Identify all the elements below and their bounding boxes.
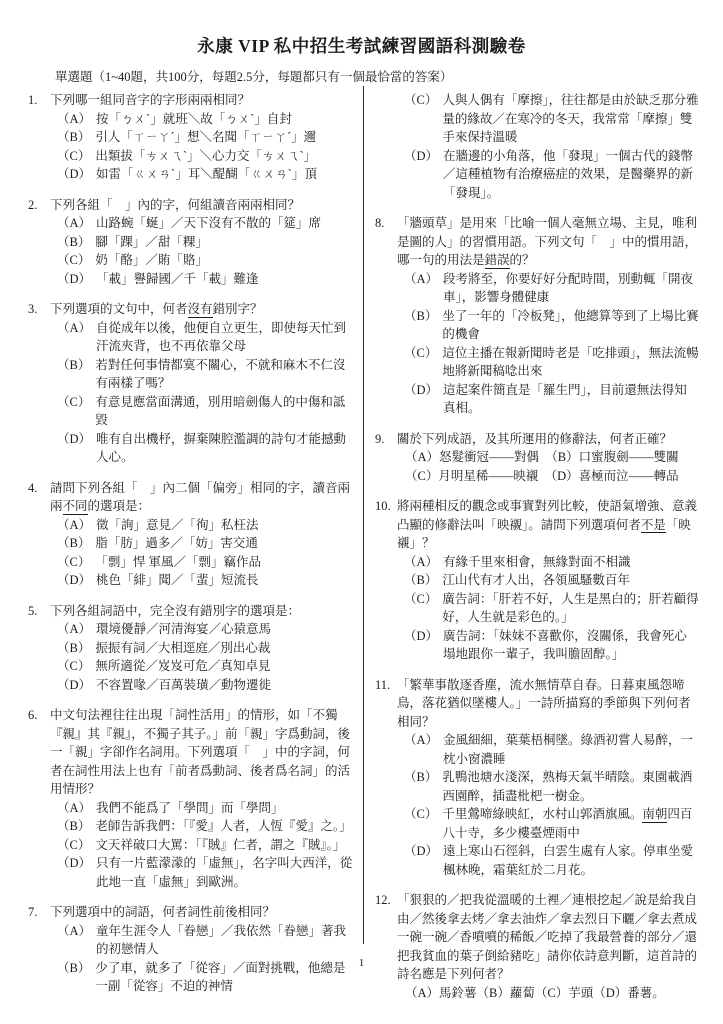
question-number: 7.: [28, 905, 38, 919]
question-body: [50, 903, 355, 996]
option-A: [57, 516, 355, 535]
text-run: 將兩種相反的觀念或事實對列比較，使語氣增強、意義凸顯的修辭法叫「映襯」。請問下列選項何者: [397, 499, 698, 532]
option-text: [443, 627, 699, 664]
option-A: [57, 319, 355, 356]
option-label: （B）: [57, 819, 91, 833]
option-label: （C）: [57, 837, 91, 852]
text-run: 有意見應當面溝通，別用暗劍傷人的中傷和詆毀: [95, 394, 346, 427]
text-run: 人與人偶有「摩擦」，往往都是由於缺乏那分雅量的緣故／在寒冷的冬天，我常常「摩擦」雙手來保持溫暖: [442, 93, 699, 144]
option-A: [404, 553, 699, 572]
option-label: （C）: [404, 807, 438, 821]
option-text: [443, 381, 699, 418]
option-text: [95, 233, 355, 252]
question-continued: [375, 91, 699, 202]
option-text: [96, 270, 355, 289]
option-text: [95, 251, 355, 270]
text-run: 引人「ㄒㄧㄚˊ」想＼名聞「ㄒㄧㄚˊ」邇: [95, 130, 317, 144]
option-text: [96, 620, 355, 639]
option-label: （C）: [404, 345, 438, 360]
text-run: （A）怒髮衝冠——對偶 （B）口蜜腹劍——雙關: [405, 450, 679, 464]
option-text: [96, 799, 355, 818]
question-stem: [50, 300, 355, 319]
underlined-term: 不同: [62, 499, 88, 513]
question-stem: [50, 903, 355, 922]
question-body: [397, 676, 699, 880]
text-run: 童年生涯令人「眷戀」／我依然「眷戀」著我的初戀情人: [96, 923, 347, 956]
text-run: 自從成年以後，他便自立更生，即使每天忙到汗流夾背，也不再依靠父母: [96, 320, 347, 353]
question-number: 8.: [375, 216, 385, 230]
option-text: [95, 639, 355, 658]
text-run: 請問下列各組「 」內二個「偏旁」相同的字，讀音兩兩: [50, 480, 351, 513]
text-run: 脂「肪」過多／「妨」害交通: [95, 536, 258, 550]
text-run: 只有一片藍濛濛的「虛無」，名字叫大西洋，從此地一直「虛無」到歐洲。: [96, 856, 353, 889]
option-text: [95, 356, 355, 393]
option-text: [96, 516, 355, 535]
option-text: [442, 91, 699, 147]
option-B: [57, 233, 355, 252]
option-text: [442, 590, 699, 627]
option-B: [57, 534, 355, 553]
text-run: 四百八十寺，多少樓臺煙雨中: [442, 807, 693, 840]
question-3: [28, 300, 355, 467]
option-B: [404, 571, 699, 590]
text-run: 少了車，就多了「從容」／面對挑戰，他總是一副「從容」不迫的神情: [95, 960, 346, 993]
option-C: [57, 147, 355, 166]
question-body: [50, 300, 355, 467]
question-body: [397, 91, 699, 202]
text-run: 徵「詢」意見／「徇」私枉法: [96, 517, 259, 532]
text-run: 無所適從／岌岌可危／真知卓見: [95, 659, 271, 673]
option-D: [57, 571, 355, 590]
text-run: 唯有自出機杼，摒棄陳腔濫調的詩句才能撼動人心。: [96, 431, 347, 464]
option-B: [404, 768, 699, 805]
option-D: [404, 147, 699, 203]
text-run: 的選項是：: [87, 499, 151, 513]
option-D: [57, 430, 355, 467]
option-text: [96, 854, 355, 891]
text-run: 乳鴨池塘水淺深，熟梅天氣半晴陰。東園載酒西園醉，插盡枇杷一樹金。: [442, 770, 693, 803]
question-body: [397, 497, 699, 664]
option-label: （B）: [57, 130, 91, 144]
option-label: （A）: [57, 800, 92, 815]
option-label: （D）: [57, 573, 92, 587]
question-number: 2.: [28, 197, 38, 212]
option-text: [96, 571, 355, 590]
question-number: 10.: [375, 499, 391, 513]
option-text: [443, 842, 699, 879]
option-text: [442, 768, 699, 805]
option-text: [95, 534, 355, 553]
option-label: （D）: [57, 431, 92, 446]
text-run: 「繁華事散逐香塵，流水無情草自春。日暮東風怨啼鳥，落花猶似墜樓人。」一詩所描寫的季節與下列何者相同？: [397, 677, 691, 729]
text-run: 桃色「緋」聞／「蜚」短流長: [96, 573, 259, 587]
option-C: [404, 590, 699, 627]
option-text: [96, 430, 355, 467]
question-body: [397, 891, 699, 1002]
text-run: 若對任何事情都寞不關心，不就和麻木不仁沒有兩樣了嗎？: [95, 357, 346, 390]
option-text: [95, 657, 355, 676]
text-run: 不容置喙／百萬裝璜／動物遷徙: [96, 677, 272, 692]
text-run: 這位主播在報新聞時老是「吃排頭」，無法流暢地將新聞稿唸出來: [442, 345, 699, 378]
option-label: （B）: [57, 536, 91, 550]
question-number: 6.: [28, 708, 38, 722]
text-run: 「狠狠的／把我從溫暖的土裡／連根挖起／說是給我自由／然後拿去烤／拿去油炸／拿去烈日下曬／拿去煮成一碗一碗／香噴噴的稀飯／吃掉了我最營養的部分／還把我貧血的葉子倒給豬吃」請你依詩意判斷，這首詩的詩名應是下列何者？: [397, 893, 698, 981]
question-9: [375, 430, 699, 486]
underlined-term: 不是: [640, 517, 666, 532]
text-run: 下列各組詞語中，完全沒有錯別字的選項是：: [50, 603, 301, 618]
option-label: （D）: [57, 856, 92, 870]
option-text: [96, 676, 355, 695]
option-label: （B）: [57, 357, 91, 372]
question-stem: [50, 196, 355, 215]
question-number: 3.: [28, 302, 38, 316]
option-label: （B）: [57, 640, 91, 655]
question-body: [50, 602, 355, 695]
question-stem: [397, 430, 699, 449]
option-label: （A）: [57, 216, 92, 230]
option-text: [96, 214, 355, 233]
option-label: （C）: [57, 394, 91, 409]
text-run: 段考將至，你要好好分配時間，別動輒「開夜車」，影響身體健康: [443, 271, 694, 304]
text-run: 坐了一年的「冷板凳」，他總算等到了上場比賽的機會: [442, 308, 699, 341]
question-body: [397, 214, 699, 418]
text-run: 千里鶯啼綠映紅，水村山郭酒旗風。: [442, 807, 643, 821]
option-text: [443, 731, 699, 768]
question-stem: [50, 706, 355, 799]
question-body: [50, 706, 355, 891]
text-run: 「映襯」？: [397, 517, 691, 550]
option-text: [95, 393, 355, 430]
text-run: 下列選項中的詞語，何者詞性前後相同？: [50, 905, 276, 919]
question-4: [28, 479, 355, 590]
text-run: 如雷「ㄍㄨㄢˋ」耳＼醍醐「ㄍㄨㄢˋ」頂: [96, 167, 317, 181]
option-label: （A）: [404, 554, 439, 569]
question-7: [28, 903, 355, 996]
text-run: 廣告詞：「妹妹不喜歡你，沒關係，我會死心塌地跟你一輩子，我叫膽固醇。」: [443, 628, 687, 661]
text-run: 這起案件簡直是「羅生門」，目前還無法得知真相。: [443, 382, 687, 415]
option-D: [404, 842, 699, 879]
question-2: [28, 196, 355, 289]
text-run: 有緣千里來相會，無緣對面不相識: [443, 554, 631, 569]
text-run: 遠上寒山石徑斜，白雲生處有人家。停車坐愛楓林晚，霜葉紅於二月花。: [443, 844, 694, 877]
question-body: [50, 196, 355, 289]
question-10: [375, 497, 699, 664]
question-11: [375, 676, 699, 880]
text-run: 的？: [509, 253, 535, 267]
text-run: 江山代有才人出，各領風騷數百年: [442, 573, 630, 587]
option-label: （A）: [57, 622, 92, 636]
text-run: 廣告詞：「肝若不好，人生是黑白的；肝若顧得好，人生就是彩色的。」: [442, 591, 699, 624]
text-run: 奶「酪」／賄「賂」: [95, 253, 208, 267]
option-C: [57, 251, 355, 270]
option-label: （B）: [57, 234, 91, 249]
text-run: 振振有詞／大相逕庭／別出心裁: [95, 640, 271, 655]
question-6: [28, 706, 355, 891]
question-number: 4.: [28, 480, 38, 495]
option-text: [96, 319, 355, 356]
option-A: [404, 270, 699, 307]
question-number: 9.: [375, 431, 385, 446]
text-run: 「牆頭草」是用來「比喻一個人毫無立場、主見，唯利是圖的人」的習慣用語。下列文句「 」中的慣用語，哪一句的用法是: [397, 216, 698, 267]
question-number: 12.: [375, 893, 391, 907]
option-label: （C）: [57, 554, 91, 569]
option-label: （D）: [404, 148, 439, 163]
option-label: （B）: [57, 960, 91, 975]
text-run: 錯別字？: [212, 302, 263, 316]
question-number: 11.: [375, 677, 391, 692]
text-run: 在牆邊的小角落，他「發現」一個古代的錢幣／這種植物有治療癌症的效果，是醫藥界的新「發現」。: [443, 148, 694, 200]
option-A: [57, 620, 355, 639]
option-text: [95, 553, 355, 572]
text-run: 出類拔「ㄘㄨㄟˋ」＼心力交「ㄘㄨㄟˋ」: [95, 148, 317, 163]
option-C: [404, 91, 699, 147]
option-A: [57, 214, 355, 233]
text-run: 下列選項的文句中，何者: [50, 302, 188, 316]
option-text: [443, 553, 699, 572]
option-label: （D）: [404, 844, 439, 858]
option-label: （B）: [404, 573, 438, 587]
text-run: 按「ㄅㄨˋ」就班＼故「ㄅㄨˋ」自封: [96, 111, 292, 126]
option-label: （B）: [404, 308, 438, 323]
question-stem: [397, 891, 699, 984]
option-label: （D）: [57, 271, 92, 286]
inline-options-line: [405, 984, 699, 1003]
option-label: （A）: [57, 517, 92, 532]
option-label: （C）: [57, 253, 91, 267]
underlined-term: 沒有: [187, 302, 213, 316]
text-run: 環境優靜／河清海宴／心猿意馬: [96, 622, 272, 636]
option-label: （A）: [57, 111, 92, 126]
option-label: （D）: [57, 677, 92, 692]
option-label: （B）: [404, 770, 438, 784]
option-label: （D）: [404, 382, 439, 397]
option-B: [57, 817, 355, 836]
text-run: 關於下列成語，及其所運用的修辭法，何者正確？: [397, 431, 673, 446]
left-column: [0, 91, 363, 1014]
option-A: [57, 922, 355, 959]
option-A: [57, 799, 355, 818]
option-text: [442, 307, 699, 344]
right-column: [363, 91, 723, 1014]
option-text: [442, 344, 699, 381]
underlined-term: 錯誤: [484, 253, 510, 267]
option-text: [96, 110, 355, 129]
question-body: [50, 91, 355, 184]
question-1: [28, 91, 355, 184]
option-label: （A）: [404, 271, 439, 286]
text-run: 下列哪一組同音字的字形兩兩相同？: [50, 93, 251, 107]
question-8: [375, 214, 699, 418]
text-run: （C）月明星稀——映襯 （D）喜極而泣——轉品: [405, 468, 679, 483]
inline-options-line: [405, 448, 699, 467]
text-run: 山路蜿「蜒」／天下沒有不散的「筵」席: [96, 216, 322, 230]
option-A: [404, 731, 699, 768]
option-label: （A）: [57, 320, 92, 335]
option-text: [95, 147, 355, 166]
option-text: [442, 571, 699, 590]
option-D: [57, 854, 355, 891]
inline-options-line: [405, 467, 699, 486]
question-number: 1.: [28, 93, 38, 107]
page-number: 1: [358, 957, 365, 969]
question-stem: [50, 479, 355, 516]
option-D: [404, 627, 699, 664]
question-12: [375, 891, 699, 1002]
question-stem: [50, 602, 355, 621]
option-D: [57, 165, 355, 184]
column-divider-rule: [363, 86, 364, 944]
text-run: 文天祥破口大罵：「『賊』仁者，謂之『賊』。」: [95, 837, 346, 852]
option-B: [404, 307, 699, 344]
option-D: [404, 381, 699, 418]
paper-title: 永康 VIP 私中招生考試練習國語科測驗卷: [197, 36, 526, 56]
text-run: （A）馬鈴薯（B）蘿蔔（C）芋頭（D）番薯。: [405, 985, 665, 1000]
question-stem: [50, 91, 355, 110]
option-text: [443, 147, 699, 203]
text-run: 「剽」悍 軍風／「剽」竊作品: [95, 554, 261, 569]
option-C: [57, 836, 355, 855]
instructions-line: 單選題（1~40題，共100分，每題2.5分，每題都只有一個最恰當的答案）: [55, 70, 453, 84]
option-label: （C）: [57, 659, 91, 673]
option-text: [95, 128, 355, 147]
option-D: [57, 676, 355, 695]
question-columns: [0, 91, 723, 1014]
text-run: 我們不能爲了「學問」而「學問」: [96, 800, 284, 815]
option-D: [57, 270, 355, 289]
option-C: [57, 393, 355, 430]
text-run: 金風細細，葉葉梧桐墜。綠酒初嘗人易醉，一枕小窗濃睡: [443, 733, 694, 766]
option-label: （A）: [404, 733, 439, 747]
option-C: [57, 553, 355, 572]
option-A: [57, 110, 355, 129]
underlined-term: 南朝: [642, 807, 668, 821]
option-C: [404, 344, 699, 381]
question-stem: [397, 214, 699, 270]
question-number: [375, 91, 397, 202]
option-B: [57, 639, 355, 658]
text-run: 「載」譽歸國／千「載」難逢: [96, 271, 259, 286]
text-run: 中文句法裡往往出現「詞性活用」的情形，如「不獨『親』其『親』，不獨子其子。」前「親」字爲動詞，後一「親」字卻作名詞用。下列選項「 」中的字詞，何者在詞性用法上也有「前者爲動詞、後者爲名詞」的活用情形？: [50, 708, 351, 796]
question-stem: [397, 676, 699, 732]
question-body: [397, 430, 699, 486]
question-number: 5.: [28, 603, 38, 618]
option-C: [404, 805, 699, 842]
option-text: [443, 270, 699, 307]
option-text: [96, 165, 355, 184]
option-B: [57, 356, 355, 393]
option-text: [96, 922, 355, 959]
option-C: [57, 657, 355, 676]
text-run: 腳「踝」／甜「粿」: [95, 234, 208, 249]
option-text: [442, 805, 699, 842]
option-label: （C）: [404, 93, 438, 107]
option-text: [95, 836, 355, 855]
option-label: （D）: [404, 628, 439, 643]
question-stem: [397, 497, 699, 553]
option-label: （C）: [404, 591, 438, 606]
question-5: [28, 602, 355, 695]
option-text: [95, 817, 355, 836]
option-B: [57, 128, 355, 147]
option-label: （D）: [57, 167, 92, 181]
text-run: 下列各組「 」內的字，何組讀音兩兩相同？: [50, 197, 301, 212]
question-body: [50, 479, 355, 590]
text-run: 老師告訴我們：「『愛』人者，人恆『愛』之。」: [95, 819, 352, 833]
option-label: （C）: [57, 148, 91, 163]
option-label: （A）: [57, 923, 92, 938]
